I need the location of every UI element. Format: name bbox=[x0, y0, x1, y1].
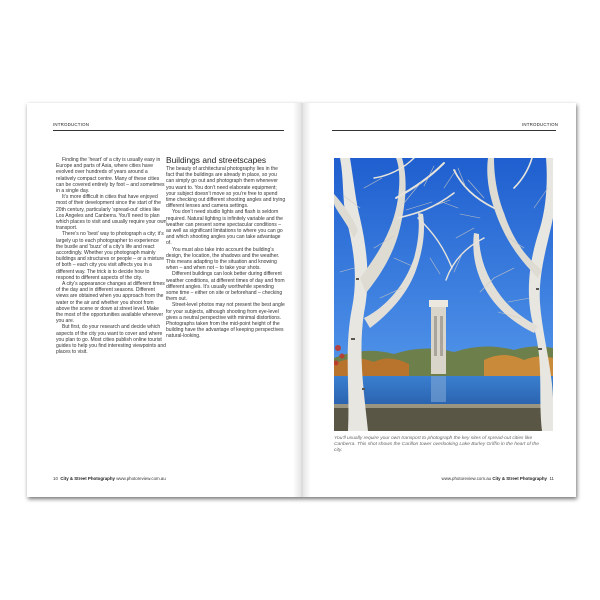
paragraph: Finding the ‘heart’ of a city is usually easy in Europe and parts of Asia, where cities have evolved over hundreds of years around a relatively compact centre. Many of these cities can be covered entirely by foot – and sometimes in a single day. bbox=[56, 157, 165, 195]
header-rule bbox=[332, 130, 556, 131]
body-column-2 bbox=[166, 155, 286, 340]
paragraph: The beauty of architectural photography lies in the fact that the buildings are already in place, so you can simply go out and photograph them whenever you want to. You don’t need elaborate equipment; your subject doesn’t move so you’re free to spend time checking out different shooting angles and trying different lenses and camera settings. bbox=[166, 166, 286, 210]
paragraph: You must also take into account the building’s design, the location, the shadows and the weather. This means adapting to the situation and knowing when – and when not – to take your shots. bbox=[166, 246, 280, 272]
section-label: INTRODUCTION bbox=[522, 122, 559, 127]
section-label: INTRODUCTION bbox=[53, 122, 90, 127]
paragraph: But first, do your research and decide which aspects of the city you want to cover and where you plan to go. Most cities publish online tourist guides to help you find interesting viewpoints and places to visit. bbox=[56, 324, 166, 356]
paragraph: You don’t need studio lights and flash is seldom required. Natural lighting is infinitely variable and the weather can present some spectacular conditions – as well as significant limitations to where you can go and which shooting angles you can take advantage of. bbox=[166, 209, 283, 247]
website-link[interactable]: www.photoreview.com.au bbox=[441, 476, 492, 481]
book-title: City & Street Photography bbox=[492, 476, 547, 481]
photo-caption: You’ll usually require your own transport to photograph the key sites of spread-out cities like Canberra. This shot shows the Carillon tower overlooking Lake Burley Griffin in the heart of the city. bbox=[334, 436, 539, 454]
left-page bbox=[27, 103, 301, 497]
page-footer bbox=[53, 476, 166, 481]
carillon-lake-photo bbox=[334, 158, 553, 431]
magazine-spread bbox=[27, 103, 576, 497]
paragraph: It’s more difficult in cities that have enjoyed most of their development since the start of the 20th century, particularly ‘spread-out’ cities like Los Angeles and Canberra. You’ll need to plan which places to visit and usually require your own transport. bbox=[56, 194, 167, 232]
paragraph: Different buildings can look better during different weather conditions, at different times of day and from different angles. It’s usually worthwhile spending some time – either on site or beforehand – checking them out. bbox=[166, 271, 285, 303]
page-number: 11 bbox=[549, 476, 554, 481]
page-number: 10 bbox=[53, 476, 58, 481]
page-footer bbox=[442, 476, 554, 481]
right-page bbox=[302, 103, 576, 497]
section-heading: Buildings and streetscapes bbox=[166, 155, 267, 165]
body-column-1 bbox=[56, 157, 167, 356]
photo-illustration bbox=[334, 158, 553, 431]
header-rule bbox=[53, 130, 284, 131]
paragraph: Street-level photos may not present the best angle for your subjects, although shooting from eye-level gives a neutral perspective with minimal distortions. Photographs taken from the mid-point height of the building have the advantage of keeping perspectives natural-looking. bbox=[166, 302, 285, 340]
paragraph: There’s no ‘best’ way to photograph a city; it’s largely up to each photographer to experience the bustle and ‘buzz’ of a city’s life and react accordingly. Whether you photograph mainly buildings and structures or people – or a mixture of both – each city you visit affects you in a different way. The trick is to decide how to respond to different aspects of the city. bbox=[56, 231, 165, 281]
book-title: City & Street Photography bbox=[60, 476, 115, 481]
spine-gutter bbox=[293, 103, 311, 497]
website-link[interactable]: www.photoreview.com.au bbox=[116, 476, 166, 481]
paragraph: A city’s appearance changes at different times of the day and in different seasons. Different views are obtained when you approach from the water or the air and whether you shoot from above the scene or down at street level. Make the most of the opportunities available wherever you are. bbox=[56, 281, 165, 325]
